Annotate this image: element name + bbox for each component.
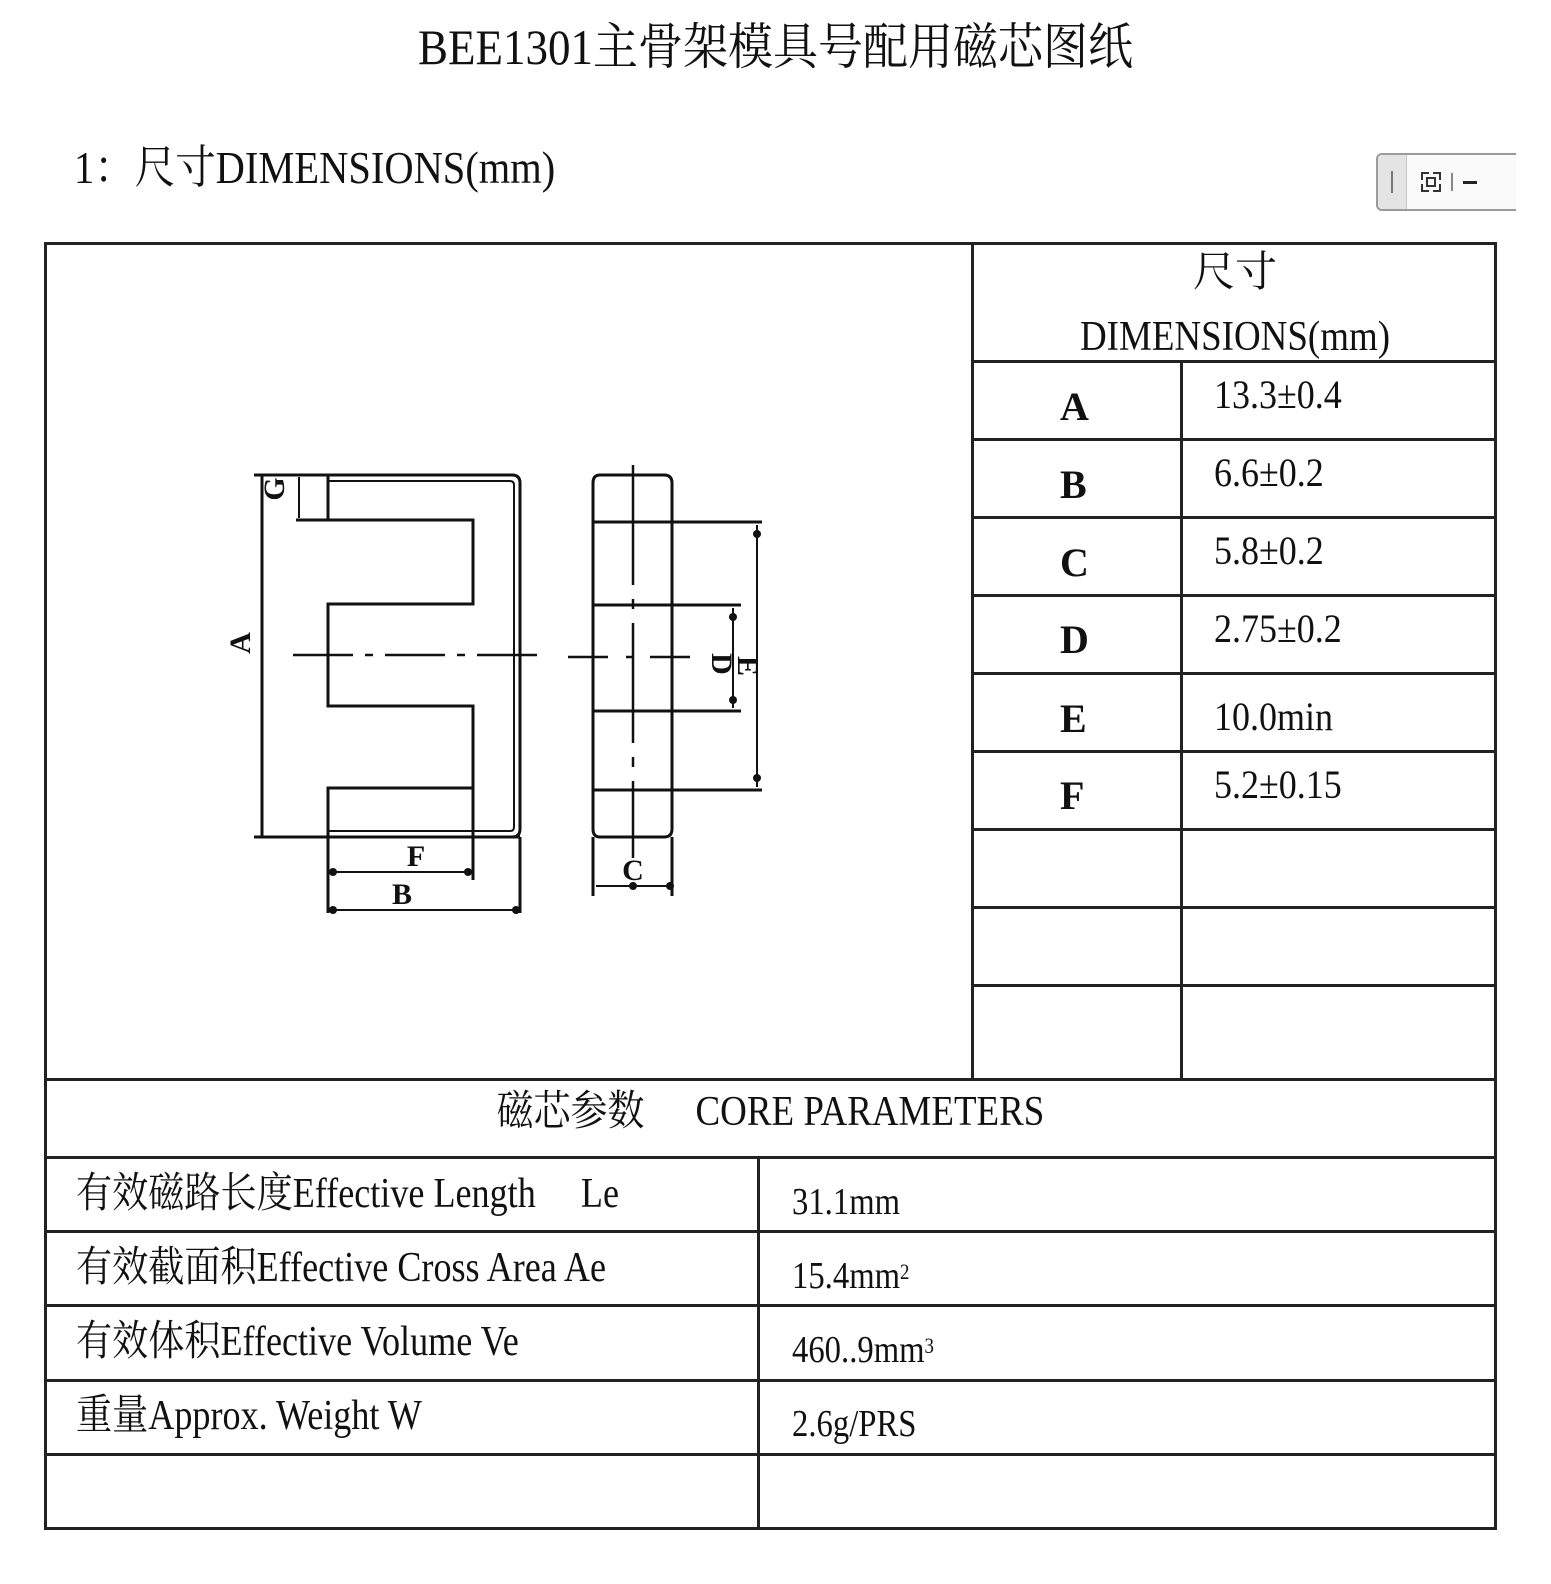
label-c: C — [622, 854, 644, 887]
label-e: E — [731, 655, 764, 677]
label-d: D — [705, 653, 738, 675]
param-label-effective-length: 有效磁路长度Effective Length Le — [76, 1171, 620, 1217]
label-f: F — [406, 840, 426, 873]
core-parameters-header-cn: 磁芯参数 — [496, 1089, 645, 1135]
core-parameters-header-en: CORE PARAMETERS — [695, 1089, 1045, 1135]
side-view-e-core — [568, 465, 762, 896]
dim-value-b: 6.6±0.2 — [1214, 450, 1324, 495]
dim-key-e: E — [1060, 696, 1087, 741]
label-b: B — [391, 878, 413, 911]
param-value-exponent: 3 — [924, 1333, 935, 1358]
dimension-arrowheads — [329, 530, 761, 914]
dimensions-header-cn: 尺寸 — [1192, 250, 1277, 296]
dim-key-b: B — [1060, 462, 1087, 507]
dimensions-header-en: DIMENSIONS(mm) — [1079, 314, 1391, 360]
dim-value-f: 5.2±0.15 — [1214, 762, 1342, 807]
dim-key-a: A — [1060, 384, 1089, 429]
dim-value-e: 10.0min — [1214, 694, 1334, 739]
dim-key-f: F — [1060, 773, 1085, 818]
dim-key-c: C — [1060, 540, 1089, 585]
section-heading: 1：尺寸DIMENSIONS(mm) — [74, 142, 556, 193]
param-value-text: 2.6g/PRS — [792, 1403, 917, 1445]
param-value-text: 15.4mm — [792, 1255, 901, 1297]
front-view-e-core — [254, 475, 540, 913]
dim-value-c: 5.8±0.2 — [1214, 528, 1324, 573]
param-value-text: 31.1mm — [792, 1181, 901, 1223]
dim-key-d: D — [1060, 617, 1089, 662]
param-value-text: 460..9mm — [792, 1329, 925, 1371]
param-value-exponent: 2 — [900, 1259, 910, 1284]
document-title: BEE1301主骨架模具号配用磁芯图纸 — [418, 19, 1133, 75]
dim-value-a: 13.3±0.4 — [1214, 372, 1342, 417]
dim-value-d: 2.75±0.2 — [1214, 606, 1342, 651]
label-g: G — [258, 477, 291, 501]
param-label-weight: 重量Approx. Weight W — [76, 1393, 422, 1439]
param-label-cross-area: 有效截面积Effective Cross Area Ae — [76, 1245, 606, 1291]
label-a: A — [224, 632, 257, 654]
param-label-volume: 有效体积Effective Volume Ve — [76, 1319, 519, 1365]
